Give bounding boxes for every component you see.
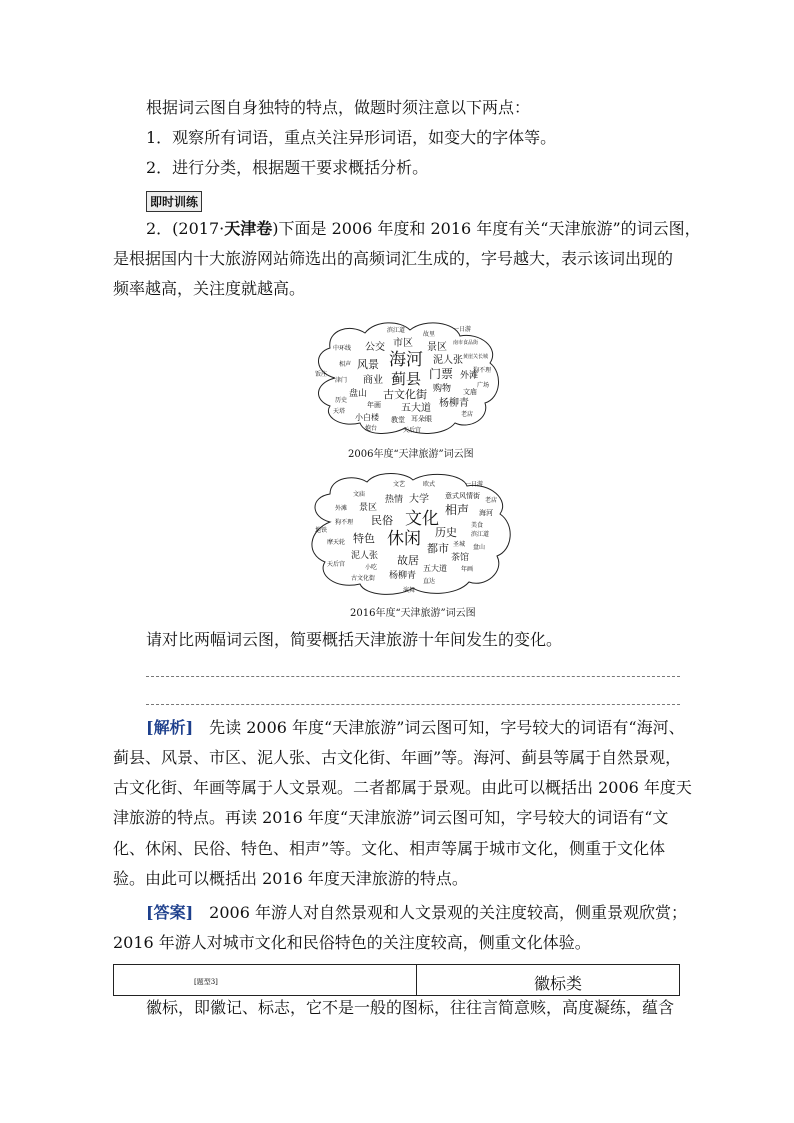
cloud2016-word: 演舞 — [403, 587, 416, 594]
cloud2016-word: 故居 — [397, 554, 419, 567]
cloud2016-word: 海河 — [479, 509, 493, 517]
cloud2016-word: 泥人张 — [351, 551, 379, 561]
analysis-line-1 — [146, 720, 685, 736]
cloud2016-word: 摩天轮 — [327, 539, 346, 546]
cloud2016-word: 地铁 — [315, 527, 328, 534]
cloud2006-word: 广场 — [477, 382, 490, 389]
answer-line-first — [146, 905, 687, 921]
section-title: 徽标类 — [534, 974, 583, 993]
word-cloud-2006 — [305, 318, 505, 436]
cloud2016-word: 天后宫 — [327, 561, 346, 568]
cloud2016-word: 直达 — [423, 578, 436, 585]
analysis-line-3: 古文化街、年画等属于人文景观。二者都属于景观。由此可以概括出 2006 年度天 — [113, 778, 692, 797]
cloud2006-word: 狗不理 — [473, 367, 492, 374]
cloud2006-word: 天后宫 — [403, 427, 422, 434]
cloud2016-word: 杨柳青 — [389, 571, 417, 581]
cloud2006-word: 公交 — [365, 342, 385, 353]
cloud2016-word: 文化 — [405, 509, 439, 529]
answer-label: [答案] — [146, 903, 194, 922]
cloud-2016-caption: 2016年度“天津旅游”词云图 — [350, 608, 476, 619]
cloud2006-word: 天塔 — [333, 408, 346, 415]
cloud2006-word: 中环线 — [333, 345, 352, 352]
question-number: 2．(2017· — [146, 219, 225, 238]
analysis-line-6: 验。由此可以概括出 2016 年度天津旅游的特点。 — [113, 869, 468, 888]
cloud2016-word: 老店 — [485, 497, 498, 504]
cloud2006-word: 饭庄 — [315, 371, 328, 378]
cloud2016-word: 民俗 — [371, 514, 393, 527]
body-last-line: 徽标，即徽记、标志，它不是一般的图标，往往言简意赅，高度凝练，蕴含 — [146, 998, 675, 1017]
answer-line-1 — [146, 676, 680, 677]
word-cloud-2016 — [305, 472, 515, 598]
cloud2006-word: 杨柳青 — [439, 398, 469, 409]
cloud2006-word: 津门 — [335, 377, 348, 384]
cloud2006-word: 门票 — [429, 367, 454, 381]
answer-line-second: 2016 年游人对城市文化和民俗特色的关注度较高，侧重文化体验。 — [113, 933, 591, 952]
cloud2006-word: 南市食品街 — [453, 340, 479, 346]
cloud2016-word: 大学 — [409, 494, 429, 505]
cloud2016-word: 景区 — [359, 503, 378, 513]
cloud2016-word: 一日游 — [465, 481, 484, 488]
cloud2006-word: 海河 — [389, 350, 423, 370]
intro-line-3: 2．进行分类，根据题干要求概括分析。 — [146, 158, 429, 177]
analysis-line-4: 津旅游的特点。再读 2016 年度“天津旅游”词云图可知，字号较大的词语有“文 — [113, 808, 669, 827]
intro-line-1: 根据词云图自身独特的特点，做题时须注意以下两点： — [146, 98, 531, 117]
cloud2006-word: 教堂 — [391, 416, 405, 424]
table-divider — [416, 965, 417, 995]
cloud2006-word: 黄崖关长城 — [463, 354, 489, 360]
cloud2006-word: 故里 — [423, 331, 436, 338]
question-prompt: 请对比两幅词云图，简要概括天津旅游十年间发生的变化。 — [146, 630, 563, 649]
analysis-text: 先读 2006 年度“天津旅游”词云图可知，字号较大的词语有“海河、 — [209, 718, 685, 737]
cloud2016-word: 都市 — [427, 542, 449, 555]
cloud2016-word: 意式风情街 — [445, 492, 480, 500]
cloud2006-word: 外滩 — [460, 371, 479, 381]
cloud2016-word: 圣城 — [453, 541, 466, 548]
cloud2006-word: 古文化街 — [383, 388, 427, 401]
intro-line-2: 1．观察所有词语，重点关注异形词语，如变大的字体等。 — [146, 128, 557, 147]
cloud-2006-caption: 2006年度“天津旅游”词云图 — [348, 449, 474, 460]
cloud2006-word: 相声 — [339, 361, 352, 368]
cloud2006-word: 商业 — [363, 375, 383, 386]
cloud2006-word: 市区 — [393, 338, 413, 349]
question-line-1 — [146, 221, 701, 237]
cloud2016-word: 五大道 — [423, 564, 447, 573]
question-source: 天津卷 — [224, 219, 273, 238]
cloud2006-word: 一日游 — [453, 326, 472, 333]
section-type-label: [题型3] — [194, 978, 218, 986]
cloud2016-word: 茶馆 — [451, 553, 470, 563]
cloud2006-word: 购物 — [433, 384, 452, 394]
cloud2006-word: 历史 — [335, 397, 348, 404]
cloud2006-word: 盘山 — [349, 389, 368, 399]
cloud2016-word: 狗不理 — [335, 519, 354, 526]
section-header-table — [113, 964, 680, 996]
cloud2006-word: 景区 — [427, 342, 447, 353]
practice-tag: 即时训练 — [146, 191, 202, 212]
cloud2016-word: 外滩 — [335, 505, 348, 512]
cloud2016-word: 历史 — [435, 526, 457, 539]
question-text: )下面是 2006 年度和 2016 年度有关“天津旅游”的词云图， — [272, 219, 701, 238]
cloud2016-word: 相声 — [445, 503, 470, 517]
cloud2006-word: 文庙 — [463, 388, 477, 396]
cloud2006-word: 滨江道 — [387, 327, 406, 334]
cloud2006-word: 耳朵眼 — [411, 415, 432, 423]
cloud2006-word: 蓟县 — [391, 370, 422, 388]
question-line-2: 是根据国内十大旅游网站筛选出的高频词汇生成的，字号越大，表示该词出现的 — [113, 249, 674, 268]
cloud2016-word: 休闲 — [387, 529, 421, 549]
cloud2006-word: 年画 — [367, 401, 381, 409]
cloud2016-word: 欧式 — [423, 481, 436, 488]
cloud2006-word: 小白楼 — [355, 413, 379, 422]
cloud2016-word: 特色 — [353, 532, 375, 545]
cloud2016-word: 热情 — [385, 495, 404, 505]
cloud2006-word: 泥人张 — [433, 355, 463, 366]
cloud2016-word: 小吃 — [365, 564, 378, 571]
analysis-line-2: 蓟县、风景、市区、泥人张、古文化街、年画”等。海河、蓟县等属于自然景观， — [113, 748, 682, 767]
answer-line-2 — [146, 704, 680, 705]
answer-text: 2006 年游人对自然景观和人文景观的关注度较高，侧重景观欣赏； — [209, 903, 687, 922]
cloud2006-word: 风景 — [357, 358, 379, 371]
analysis-line-5: 化、休闲、民俗、特色、相声”等。文化、相声等属于城市文化，侧重于文化体 — [113, 839, 666, 858]
cloud2006-word: 老店 — [461, 411, 474, 418]
cloud2016-word: 文艺 — [393, 481, 406, 488]
cloud2016-word: 古文化街 — [351, 575, 376, 582]
cloud2016-word: 盘山 — [473, 544, 486, 551]
cloud2016-word: 年画 — [461, 566, 474, 573]
analysis-label: [解析] — [146, 718, 194, 737]
cloud2006-word: 五大道 — [401, 403, 431, 414]
cloud2016-word: 滨江道 — [471, 531, 490, 538]
cloud2016-word: 文庙 — [353, 491, 366, 498]
cloud2006-word: 炮台 — [365, 425, 378, 432]
cloud2016-word: 美食 — [471, 522, 484, 529]
question-line-3: 频率越高，关注度就越高。 — [113, 279, 306, 298]
